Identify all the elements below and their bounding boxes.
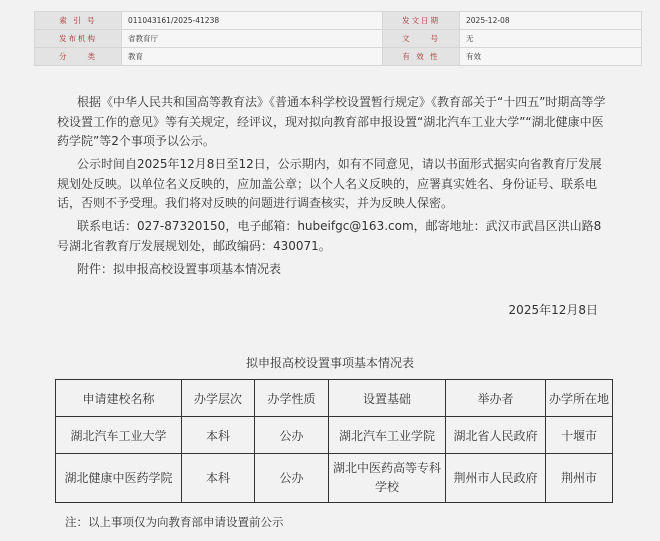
header-basis: 设置基础 xyxy=(329,380,446,417)
cell-location: 荆州市 xyxy=(546,454,613,503)
paragraph-publicity-period: 公示时间自2025年12月8日至12日，公示期内，如有不同意见，请以书面形式据实向省教育厅发展规划处反映。以单位名义反映的，应加盖公章；以个人名义反映的，应署真实姓名、身份证号、联系电话，否则不予受理。我们将对反映的问题进行调查核实，并为反映人保密。 xyxy=(57,157,602,210)
school-info-table xyxy=(55,379,613,503)
validity-value: 有效 xyxy=(460,48,642,66)
cell-sponsor: 湖北省人民政府 xyxy=(446,417,546,454)
category-value: 教育 xyxy=(122,48,383,66)
header-level: 办学层次 xyxy=(182,380,255,417)
table-title: 拟申报高校设置事项基本情况表 xyxy=(245,356,414,370)
index-label: 索 引 号 xyxy=(35,12,122,30)
cell-level: 本科 xyxy=(182,417,255,454)
cell-sponsor: 荆州市人民政府 xyxy=(446,454,546,503)
document-meta-table xyxy=(34,11,642,66)
validity-label: 有 效 性 xyxy=(383,48,460,66)
category-label: 分 类 xyxy=(35,48,122,66)
cell-school-name: 湖北健康中医药学院 xyxy=(56,454,182,503)
cell-location: 十堰市 xyxy=(546,417,613,454)
publisher-value: 省教育厅 xyxy=(122,30,383,48)
cell-basis: 湖北汽车工业学院 xyxy=(329,417,446,454)
header-nature: 办学性质 xyxy=(255,380,329,417)
index-value: 011043161/2025-41238 xyxy=(122,12,383,30)
paragraph-attachment: 附件：拟申报高校设置事项基本情况表 xyxy=(77,262,282,276)
date-value: 2025-12-08 xyxy=(460,12,642,30)
footnote: 注：以上事项仅为向教育部申请设置前公示 xyxy=(65,515,284,529)
header-location: 办学所在地 xyxy=(546,380,613,417)
table-row xyxy=(56,417,613,454)
header-sponsor: 举办者 xyxy=(446,380,546,417)
cell-nature: 公办 xyxy=(255,417,329,454)
paragraph-contact: 联系电话：027-87320150，电子邮箱：hubeifgc@163.com，邮寄地址：武汉市武昌区洪山路8号湖北省教育厅发展规划处，邮政编码：430071。 xyxy=(57,219,602,253)
paragraph-basis: 根据《中华人民共和国高等教育法》《普通本科学校设置暂行规定》《教育部关于“十四五”时期高等学校设置工作的意见》等有关规定，经评议，现对拟向教育部申报设置“湖北汽车工业大学”“湖北健康中医药学院”等2个事项予以公示。 xyxy=(57,95,606,148)
table-header-row xyxy=(56,380,613,417)
cell-nature: 公办 xyxy=(255,454,329,503)
docno-value: 无 xyxy=(460,30,642,48)
cell-basis: 湖北中医药高等专科学校 xyxy=(329,454,446,503)
cell-level: 本科 xyxy=(182,454,255,503)
docno-label: 文 号 xyxy=(383,30,460,48)
publisher-label: 发布机构 xyxy=(35,30,122,48)
signature-date: 2025年12月8日 xyxy=(508,303,598,317)
cell-school-name: 湖北汽车工业大学 xyxy=(56,417,182,454)
date-label: 发文日期 xyxy=(383,12,460,30)
header-school-name: 申请建校名称 xyxy=(56,380,182,417)
table-row xyxy=(56,454,613,503)
